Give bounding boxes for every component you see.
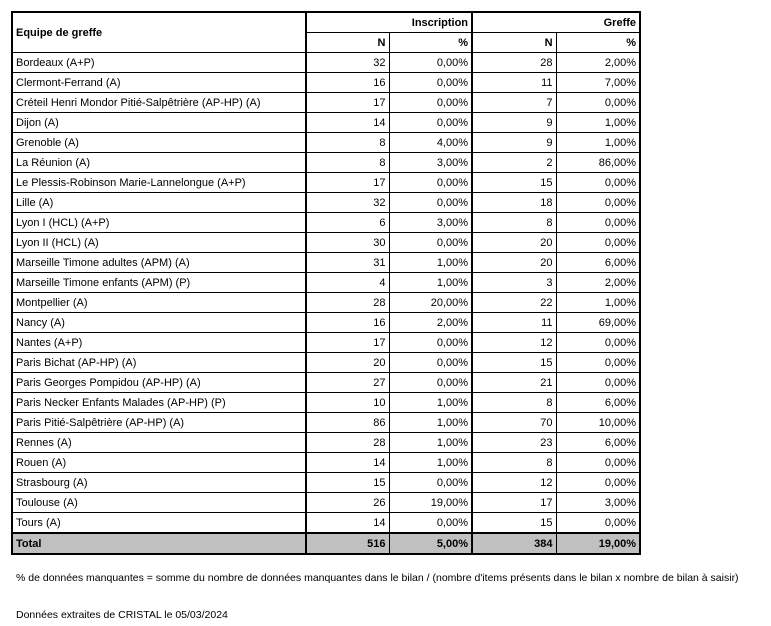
greffe-n-cell: 384 [472, 533, 556, 554]
inscription-pct-cell: 0,00% [389, 93, 472, 113]
header-row-groups [12, 12, 640, 33]
inscription-n-cell: 516 [306, 533, 389, 554]
greffe-pct-cell: 0,00% [556, 173, 640, 193]
header-greffe-n: N [472, 33, 556, 53]
greffe-n-cell: 2 [472, 153, 556, 173]
greffe-pct-cell: 6,00% [556, 433, 640, 453]
inscription-n-cell: 10 [306, 393, 389, 413]
greffe-n-cell: 28 [472, 53, 556, 73]
table-row [12, 413, 640, 433]
inscription-pct-cell: 0,00% [389, 373, 472, 393]
team-name-cell: Clermont-Ferrand (A) [12, 73, 306, 93]
greffe-pct-cell: 0,00% [556, 373, 640, 393]
team-name-cell: Montpellier (A) [12, 293, 306, 313]
table-row [12, 473, 640, 493]
source-note: Données extraites de CRISTAL le 05/03/2024 [16, 609, 228, 621]
greffe-n-cell: 18 [472, 193, 556, 213]
team-name-cell: Nantes (A+P) [12, 333, 306, 353]
greffe-pct-cell: 1,00% [556, 293, 640, 313]
greffe-n-cell: 15 [472, 353, 556, 373]
team-name-cell: Dijon (A) [12, 113, 306, 133]
team-name-cell: Marseille Timone enfants (APM) (P) [12, 273, 306, 293]
greffe-n-cell: 8 [472, 453, 556, 473]
greffe-pct-cell: 0,00% [556, 193, 640, 213]
header-greffe: Greffe [472, 12, 640, 33]
inscription-pct-cell: 0,00% [389, 173, 472, 193]
greffe-pct-cell: 0,00% [556, 213, 640, 233]
greffe-n-cell: 8 [472, 393, 556, 413]
table-row [12, 373, 640, 393]
greffe-n-cell: 21 [472, 373, 556, 393]
inscription-n-cell: 6 [306, 213, 389, 233]
header-team: Equipe de greffe [12, 12, 306, 53]
inscription-pct-cell: 1,00% [389, 413, 472, 433]
header-inscription-pct: % [389, 33, 472, 53]
greffe-pct-cell: 19,00% [556, 533, 640, 554]
inscription-n-cell: 8 [306, 133, 389, 153]
inscription-n-cell: 31 [306, 253, 389, 273]
inscription-pct-cell: 0,00% [389, 353, 472, 373]
header-inscription-n: N [306, 33, 389, 53]
inscription-n-cell: 28 [306, 293, 389, 313]
greffe-n-cell: 11 [472, 313, 556, 333]
table-row [12, 113, 640, 133]
inscription-pct-cell: 3,00% [389, 213, 472, 233]
team-name-cell: Nancy (A) [12, 313, 306, 333]
inscription-pct-cell: 0,00% [389, 73, 472, 93]
greffe-pct-cell: 0,00% [556, 453, 640, 473]
greffe-n-cell: 12 [472, 333, 556, 353]
team-name-cell: Marseille Timone adultes (APM) (A) [12, 253, 306, 273]
inscription-pct-cell: 20,00% [389, 293, 472, 313]
header-inscription: Inscription [306, 12, 472, 33]
greffe-pct-cell: 0,00% [556, 353, 640, 373]
table-row [12, 193, 640, 213]
inscription-n-cell: 16 [306, 73, 389, 93]
table-row [12, 213, 640, 233]
greffe-pct-cell: 0,00% [556, 513, 640, 534]
inscription-n-cell: 4 [306, 273, 389, 293]
greffe-n-cell: 17 [472, 493, 556, 513]
inscription-pct-cell: 0,00% [389, 53, 472, 73]
greffe-n-cell: 12 [472, 473, 556, 493]
inscription-n-cell: 26 [306, 493, 389, 513]
greffe-pct-cell: 2,00% [556, 273, 640, 293]
header-greffe-pct: % [556, 33, 640, 53]
greffe-pct-cell: 1,00% [556, 113, 640, 133]
inscription-pct-cell: 0,00% [389, 113, 472, 133]
greffe-pct-cell: 3,00% [556, 493, 640, 513]
inscription-n-cell: 14 [306, 513, 389, 534]
greffe-pct-cell: 0,00% [556, 233, 640, 253]
table-row [12, 253, 640, 273]
inscription-n-cell: 16 [306, 313, 389, 333]
greffe-n-cell: 15 [472, 173, 556, 193]
greffe-pct-cell: 1,00% [556, 133, 640, 153]
greffe-pct-cell: 6,00% [556, 253, 640, 273]
team-name-cell: Lyon I (HCL) (A+P) [12, 213, 306, 233]
team-name-cell: Total [12, 533, 306, 554]
table-row [12, 513, 640, 534]
inscription-pct-cell: 0,00% [389, 233, 472, 253]
inscription-pct-cell: 19,00% [389, 493, 472, 513]
greffe-pct-cell: 7,00% [556, 73, 640, 93]
inscription-n-cell: 17 [306, 333, 389, 353]
greffe-pct-cell: 0,00% [556, 333, 640, 353]
greffe-pct-cell: 86,00% [556, 153, 640, 173]
greffe-n-cell: 20 [472, 233, 556, 253]
inscription-pct-cell: 3,00% [389, 153, 472, 173]
table-row [12, 53, 640, 73]
greffe-n-cell: 15 [472, 513, 556, 534]
team-name-cell: Paris Pitié-Salpêtrière (AP-HP) (A) [12, 413, 306, 433]
table-row [12, 73, 640, 93]
inscription-n-cell: 15 [306, 473, 389, 493]
inscription-pct-cell: 2,00% [389, 313, 472, 333]
inscription-n-cell: 32 [306, 53, 389, 73]
table-row [12, 493, 640, 513]
team-name-cell: Rouen (A) [12, 453, 306, 473]
team-name-cell: Paris Georges Pompidou (AP-HP) (A) [12, 373, 306, 393]
inscription-pct-cell: 0,00% [389, 513, 472, 534]
inscription-n-cell: 27 [306, 373, 389, 393]
greffe-n-cell: 22 [472, 293, 556, 313]
inscription-n-cell: 86 [306, 413, 389, 433]
team-name-cell: Grenoble (A) [12, 133, 306, 153]
inscription-n-cell: 20 [306, 353, 389, 373]
greffe-n-cell: 23 [472, 433, 556, 453]
greffe-n-cell: 11 [472, 73, 556, 93]
team-name-cell: Lyon II (HCL) (A) [12, 233, 306, 253]
inscription-n-cell: 28 [306, 433, 389, 453]
table-row [12, 133, 640, 153]
table-row [12, 393, 640, 413]
team-name-cell: Strasbourg (A) [12, 473, 306, 493]
table-row [12, 453, 640, 473]
inscription-n-cell: 14 [306, 113, 389, 133]
team-name-cell: Tours (A) [12, 513, 306, 534]
greffe-n-cell: 3 [472, 273, 556, 293]
team-name-cell: Paris Necker Enfants Malades (AP-HP) (P) [12, 393, 306, 413]
total-row [12, 533, 640, 554]
inscription-n-cell: 32 [306, 193, 389, 213]
table-row [12, 233, 640, 253]
greffe-pct-cell: 6,00% [556, 393, 640, 413]
greffe-n-cell: 8 [472, 213, 556, 233]
table-row [12, 173, 640, 193]
table-row [12, 353, 640, 373]
greffe-pct-cell: 10,00% [556, 413, 640, 433]
table-row [12, 293, 640, 313]
team-name-cell: Toulouse (A) [12, 493, 306, 513]
greffe-pct-cell: 2,00% [556, 53, 640, 73]
table-row [12, 93, 640, 113]
inscription-n-cell: 30 [306, 233, 389, 253]
team-name-cell: Lille (A) [12, 193, 306, 213]
team-name-cell: La Réunion (A) [12, 153, 306, 173]
greffe-n-cell: 70 [472, 413, 556, 433]
inscription-pct-cell: 0,00% [389, 473, 472, 493]
inscription-pct-cell: 1,00% [389, 253, 472, 273]
greffe-n-cell: 7 [472, 93, 556, 113]
table-row [12, 313, 640, 333]
inscription-pct-cell: 0,00% [389, 333, 472, 353]
team-name-cell: Paris Bichat (AP-HP) (A) [12, 353, 306, 373]
team-name-cell: Créteil Henri Mondor Pitié-Salpêtrière (AP-HP) (A) [12, 93, 306, 113]
table-row [12, 433, 640, 453]
table-row [12, 273, 640, 293]
inscription-pct-cell: 1,00% [389, 433, 472, 453]
team-name-cell: Bordeaux (A+P) [12, 53, 306, 73]
inscription-n-cell: 17 [306, 93, 389, 113]
inscription-n-cell: 14 [306, 453, 389, 473]
inscription-pct-cell: 4,00% [389, 133, 472, 153]
inscription-pct-cell: 1,00% [389, 393, 472, 413]
greffe-n-cell: 9 [472, 113, 556, 133]
greffe-n-cell: 20 [472, 253, 556, 273]
missing-data-table [11, 11, 641, 555]
inscription-pct-cell: 1,00% [389, 273, 472, 293]
table-row [12, 153, 640, 173]
footnote: % de données manquantes = somme du nombre de données manquantes dans le bilan / (nombre d'items présents dans le bilan x nombre de bilan à saisir) [16, 572, 739, 584]
inscription-pct-cell: 1,00% [389, 453, 472, 473]
table-row [12, 333, 640, 353]
inscription-n-cell: 8 [306, 153, 389, 173]
team-name-cell: Rennes (A) [12, 433, 306, 453]
greffe-pct-cell: 0,00% [556, 93, 640, 113]
greffe-pct-cell: 69,00% [556, 313, 640, 333]
greffe-n-cell: 9 [472, 133, 556, 153]
inscription-pct-cell: 5,00% [389, 533, 472, 554]
inscription-pct-cell: 0,00% [389, 193, 472, 213]
greffe-pct-cell: 0,00% [556, 473, 640, 493]
inscription-n-cell: 17 [306, 173, 389, 193]
team-name-cell: Le Plessis-Robinson Marie-Lannelongue (A+P) [12, 173, 306, 193]
